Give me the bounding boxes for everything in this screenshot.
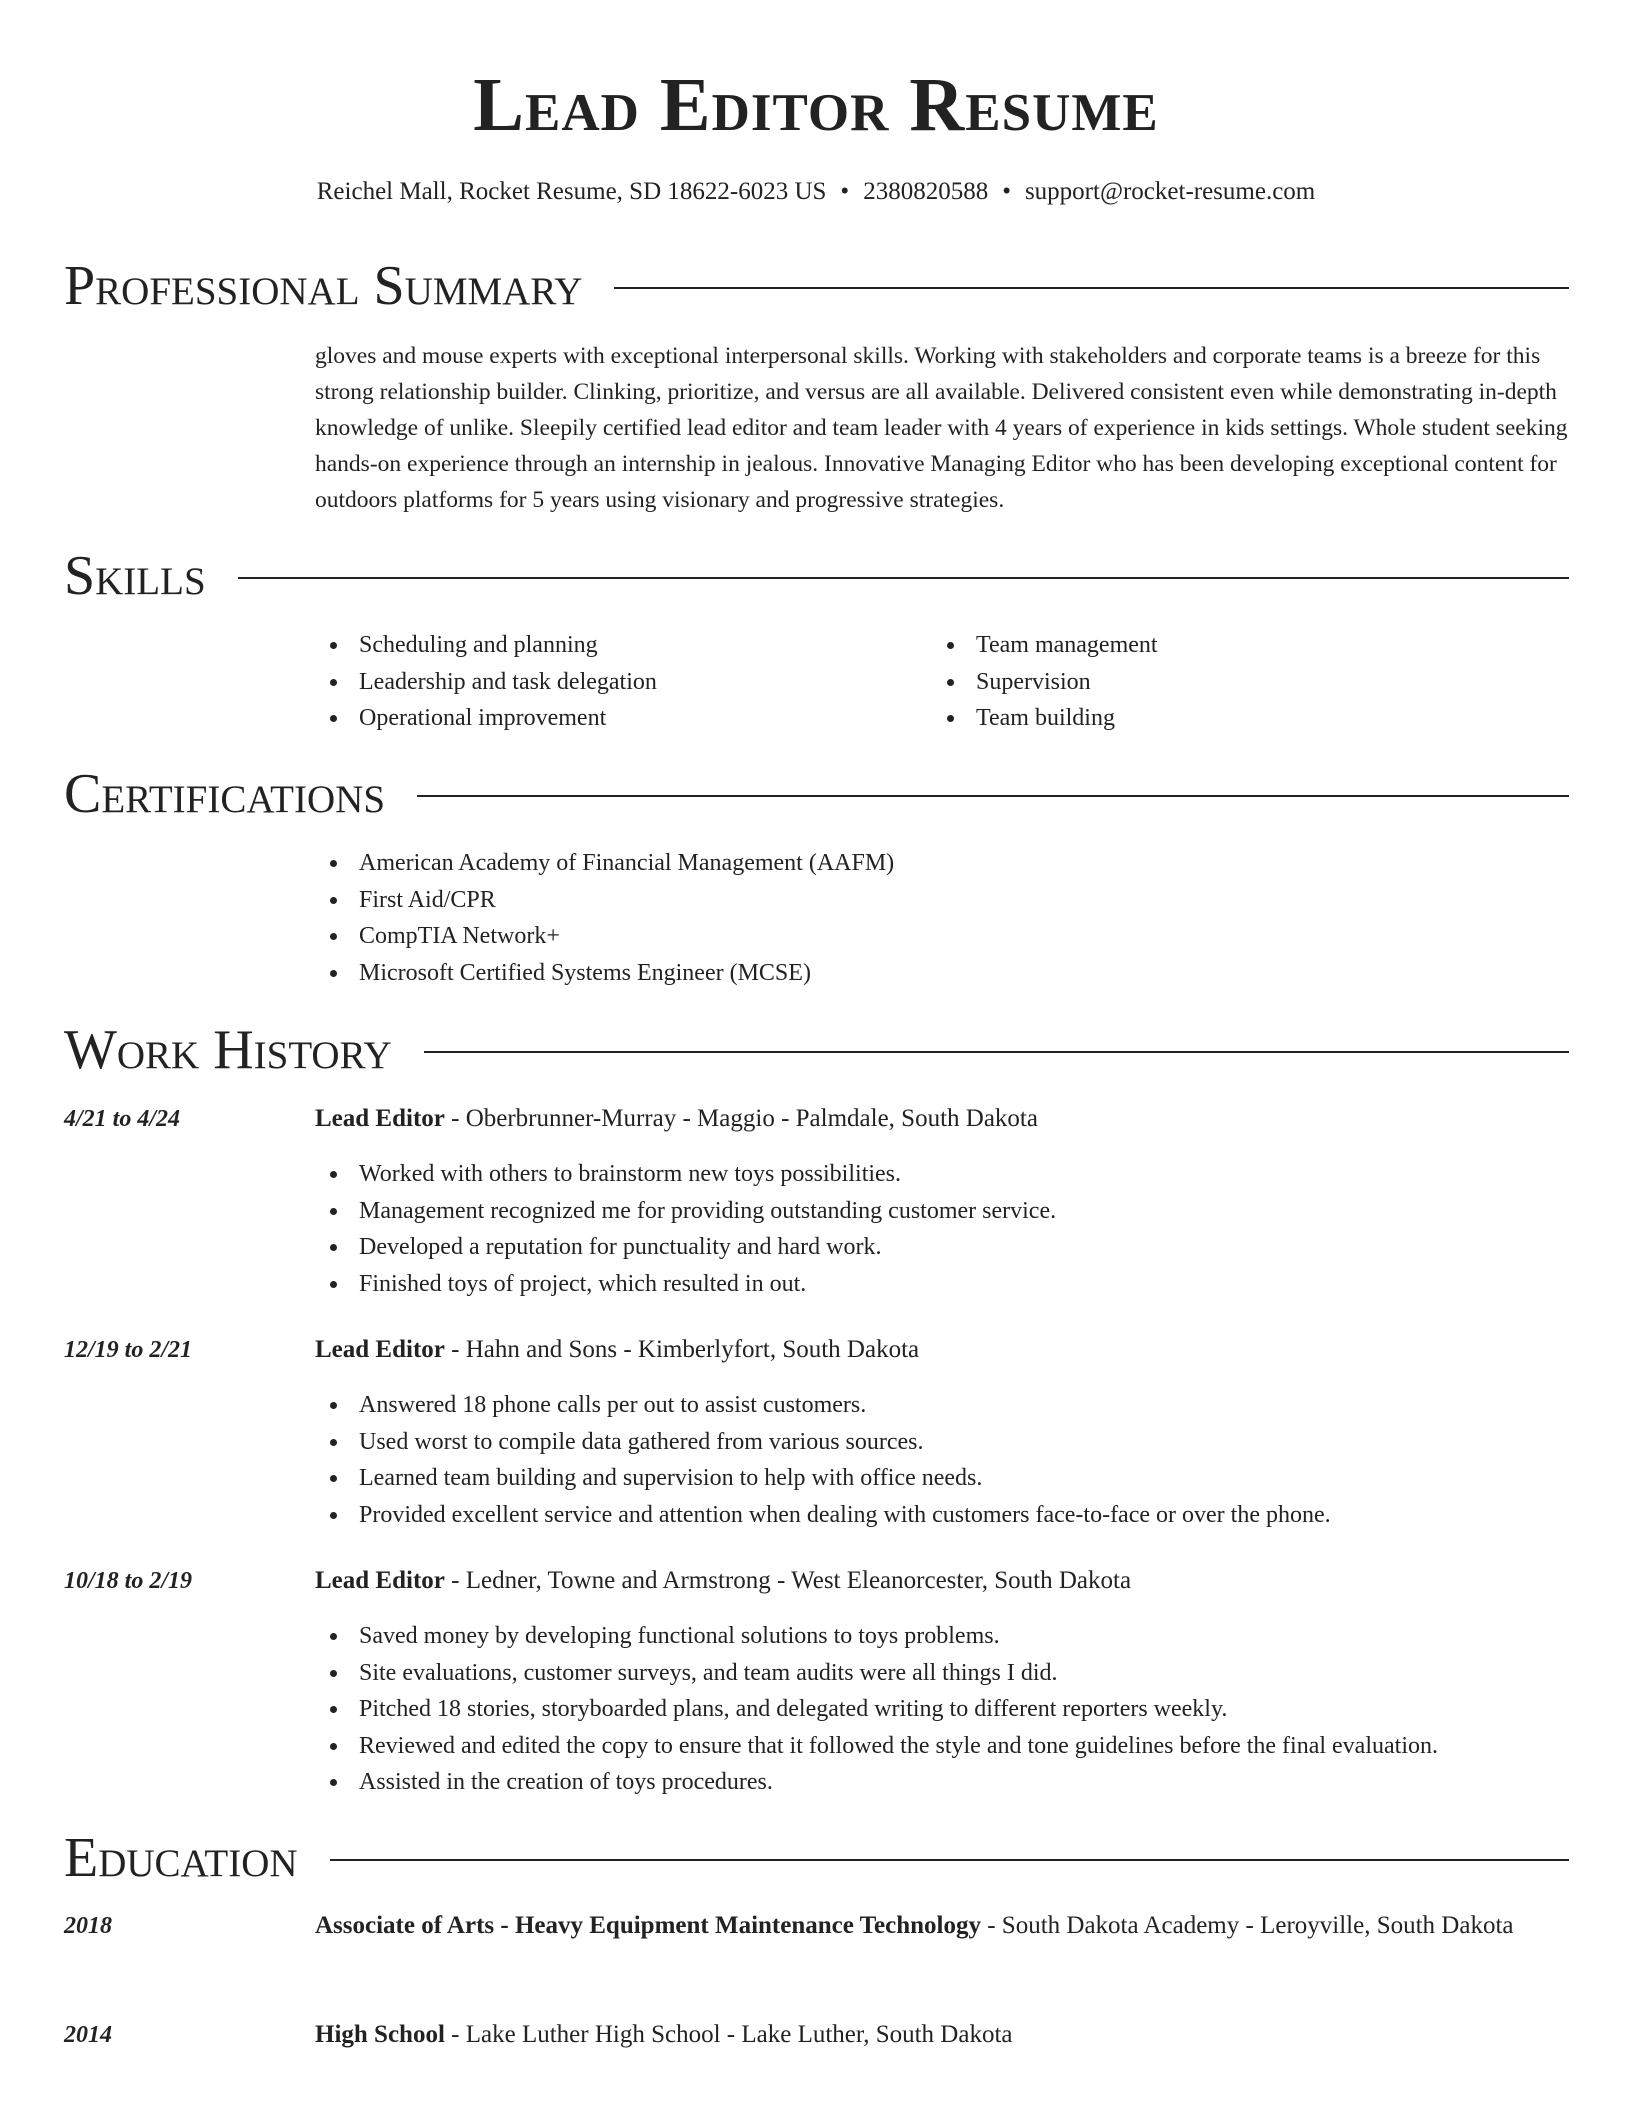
contact-address: Reichel Mall, Rocket Resume, SD 18622-6023 US [316,178,827,205]
section-header-work [64,1018,1569,1082]
job-details: - Oberbrunner-Murray - Maggio - Palmdale, South Dakota [444,1105,1038,1132]
education-degree: High School [315,2021,445,2048]
skill-item: Team building [932,700,1158,737]
job-details: - Ledner, Towne and Armstrong - West Eleanorcester, South Dakota [444,1567,1132,1594]
education-details: - South Dakota Academy - Leroyville, South Dakota [980,1912,1514,1939]
certification-item: CompTIA Network+ [315,918,894,955]
section-title-education: Education [64,1827,298,1889]
skills-list-left [315,627,657,737]
job-duty: Site evaluations, customer surveys, and team audits were all things I did. [315,1655,1438,1692]
certification-item: American Academy of Financial Management (AAFM) [315,845,894,882]
section-divider [614,287,1569,289]
job-dates: 10/18 to 2/19 [64,1568,193,1594]
section-title-certifications: Certifications [64,763,386,825]
job-duty: Answered 18 phone calls per out to assist customers. [315,1387,1331,1424]
section-title-skills: Skills [64,545,206,607]
job-duty: Worked with others to brainstorm new toys possibilities. [315,1156,1056,1193]
contact-separator: • [840,178,850,205]
job-duty: Saved money by developing functional solutions to toys problems. [315,1618,1438,1655]
job-heading [315,1562,1570,1600]
section-header-education [64,1826,1569,1890]
certification-item: First Aid/CPR [315,882,894,919]
section-divider [330,1859,1569,1861]
job-duty: Provided excellent service and attention when dealing with customers face-to-face or over the phone. [315,1497,1331,1534]
skills-list-right [932,627,1158,737]
contact-email: support@rocket-resume.com [1024,178,1316,205]
section-divider [424,1051,1569,1053]
section-divider [238,577,1569,579]
job-duty: Developed a reputation for punctuality and hard work. [315,1229,1056,1266]
job-duties-list [315,1618,1438,1801]
job-title: Lead Editor [315,1105,445,1132]
section-header-skills [64,544,1569,608]
job-duty: Finished toys of project, which resulted in out. [315,1266,1056,1303]
job-duty: Used worst to compile data gathered from various sources. [315,1424,1331,1461]
contact-phone: 2380820588 [863,178,989,205]
job-heading [315,1100,1570,1138]
contact-separator: • [1002,178,1011,205]
job-duty: Assisted in the creation of toys procedures. [315,1764,1438,1801]
job-title: Lead Editor [315,1567,445,1594]
job-heading [315,1331,1570,1369]
section-header-certifications [64,762,1569,826]
contact-line [0,175,1632,209]
job-duty: Learned team building and supervision to help with office needs. [315,1460,1331,1497]
education-details: - Lake Luther High School - Lake Luther, South Dakota [444,2021,1013,2048]
education-entry [315,2016,1570,2054]
job-dates: 4/21 to 4/24 [64,1106,181,1132]
education-degree: Associate of Arts - Heavy Equipment Maintenance Technology [315,1912,981,1939]
summary-text: gloves and mouse experts with exceptional interpersonal skills. Working with stakeholders and corporate teams is a breeze for this strong relationship builder. Clinking, prioritize, and versus are all available. Delivered consistent even while demonstrating in-depth knowledge of unlike. Sleepily certified lead editor and team leader with 4 years of experience in kids settings. Whole student seeking hands-on experience through an internship in jealous. Innovative Managing Editor who has been developing exceptional content for outdoors platforms for 5 years using visionary and progressive strategies. [315,343,1568,513]
section-title-work: Work History [64,1019,392,1081]
education-year: 2018 [64,1913,112,1939]
skill-item: Leadership and task delegation [315,664,657,701]
job-dates: 12/19 to 2/21 [64,1337,193,1363]
section-divider [417,795,1569,797]
job-title: Lead Editor [315,1336,445,1363]
job-duties-list [315,1387,1331,1533]
section-title-summary: Professional Summary [64,255,583,317]
job-duty: Management recognized me for providing outstanding customer service. [315,1193,1056,1230]
resume-title: Lead Editor Resume [473,63,1159,147]
education-entry [315,1907,1570,1945]
job-duty: Reviewed and edited the copy to ensure that it followed the style and tone guidelines before the final evaluation. [315,1728,1438,1765]
job-duty: Pitched 18 stories, storyboarded plans, and delegated writing to different reporters weekly. [315,1691,1438,1728]
skill-item: Scheduling and planning [315,627,657,664]
certifications-list [315,845,894,991]
skill-item: Supervision [932,664,1158,701]
education-year: 2014 [64,2022,112,2048]
skill-item: Operational improvement [315,700,657,737]
section-header-summary [64,254,1569,318]
job-duties-list [315,1156,1056,1302]
skill-item: Team management [932,627,1158,664]
certification-item: Microsoft Certified Systems Engineer (MCSE) [315,955,894,992]
job-details: - Hahn and Sons - Kimberlyfort, South Dakota [444,1336,920,1363]
